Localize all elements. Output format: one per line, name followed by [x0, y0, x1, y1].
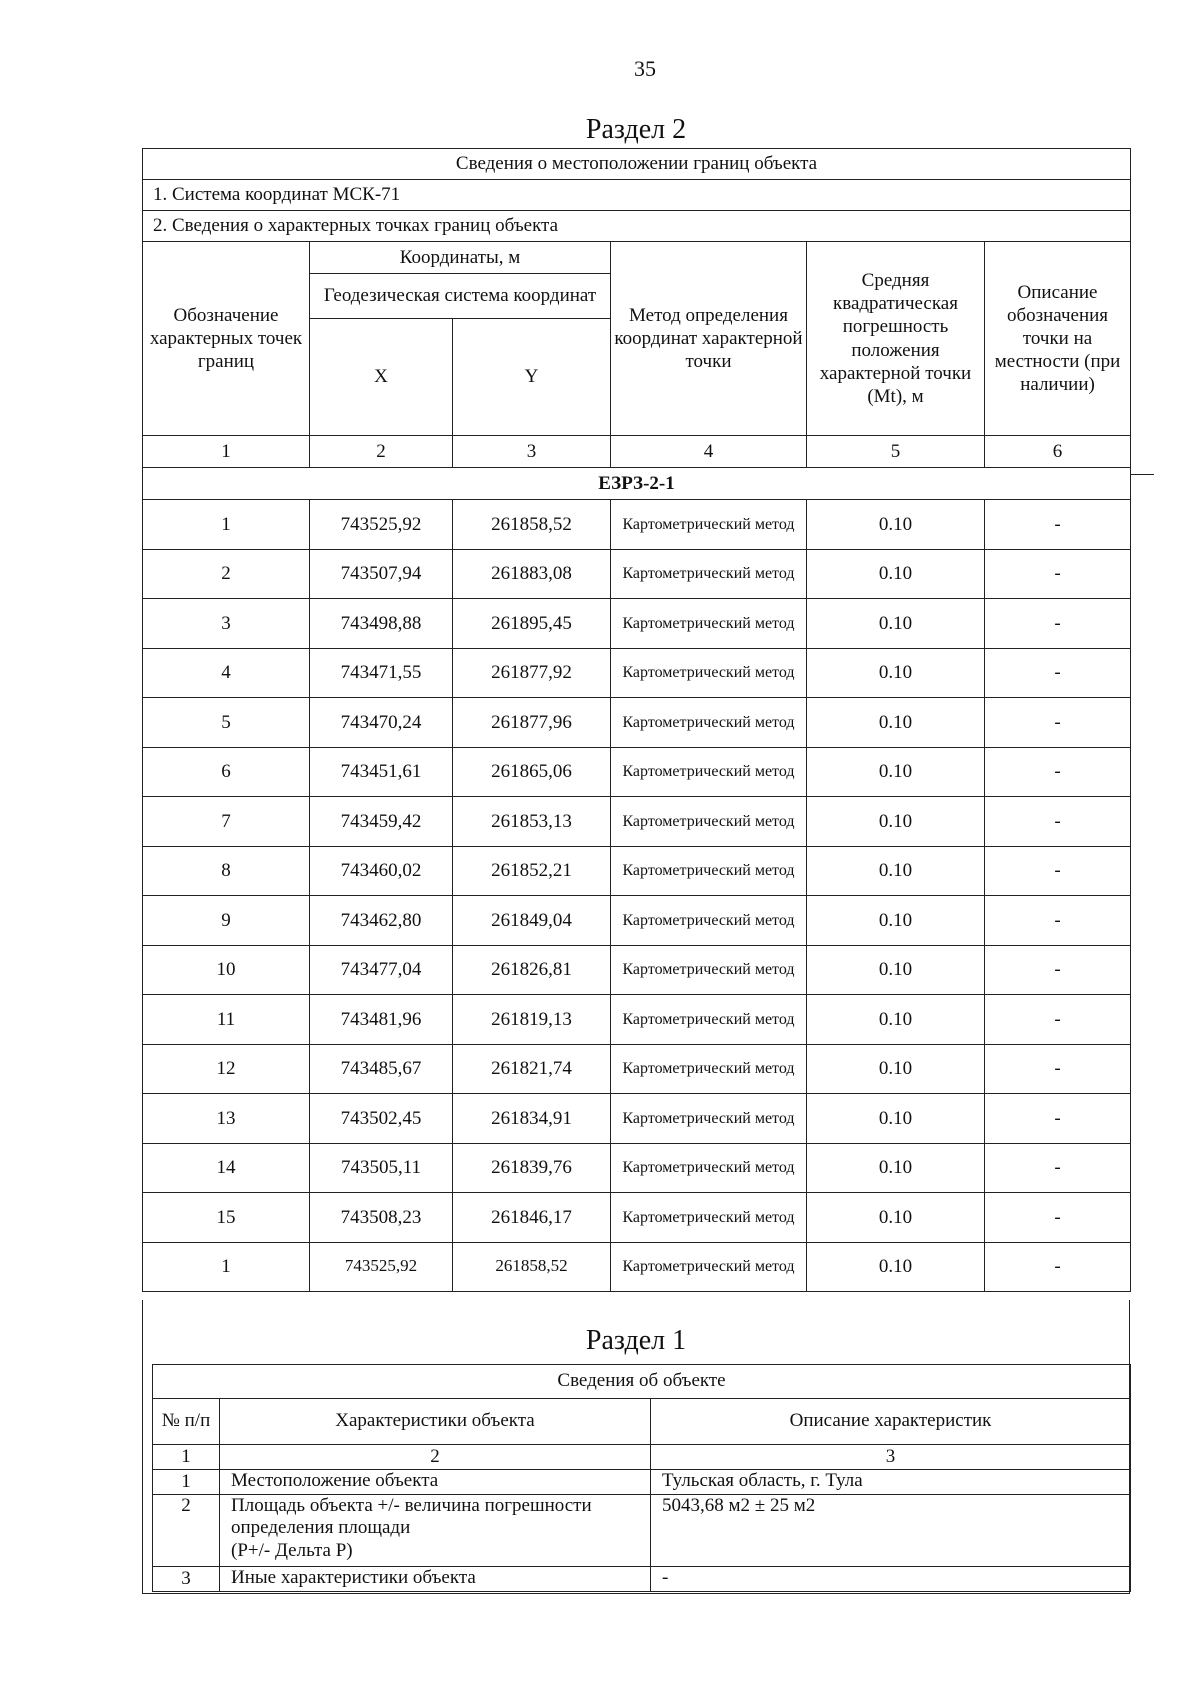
coord-x: 743459,42	[310, 797, 453, 847]
table-row	[143, 1242, 1131, 1292]
method: Картометрический метод	[611, 1094, 807, 1144]
coordinate-system: 1. Система координат МСК-71	[143, 180, 1131, 211]
point-description: -	[985, 1193, 1131, 1243]
table-row	[143, 698, 1131, 748]
method: Картометрический метод	[611, 500, 807, 550]
method: Картометрический метод	[611, 698, 807, 748]
points-body	[143, 500, 1131, 1292]
mean-error: 0.10	[807, 599, 985, 649]
table-row	[143, 1193, 1131, 1243]
characteristic-value: Тульская область, г. Тула	[651, 1470, 1131, 1495]
section-2-title: Раздел 2	[585, 114, 687, 145]
points-header: 2. Сведения о характерных точках границ объекта	[143, 211, 1131, 242]
table-row	[143, 846, 1131, 896]
mean-error: 0.10	[807, 747, 985, 797]
name-line: определения площади	[231, 1517, 411, 1539]
row-number: 2	[153, 1495, 220, 1567]
mean-error: 0.10	[807, 846, 985, 896]
point-description: -	[985, 1242, 1131, 1292]
method: Картометрический метод	[611, 747, 807, 797]
mean-error: 0.10	[807, 1044, 985, 1094]
column-number: 2	[310, 436, 453, 468]
point-number: 2	[143, 549, 310, 599]
col-method-header: Метод определения координат характерной точки	[611, 242, 807, 436]
coord-x: 743505,11	[310, 1143, 453, 1193]
table-header: Сведения о местоположении границ объекта	[143, 149, 1131, 180]
column-number: 1	[153, 1445, 220, 1470]
coord-y: 261877,96	[453, 698, 611, 748]
column-number: 6	[985, 436, 1131, 468]
point-number: 4	[143, 648, 310, 698]
row-number: 3	[153, 1567, 220, 1592]
point-number: 11	[143, 995, 310, 1045]
table-row	[143, 599, 1131, 649]
coord-x: 743471,55	[310, 648, 453, 698]
mean-error: 0.10	[807, 896, 985, 946]
characteristic-value: 5043,68 м2 ± 25 м2	[651, 1495, 1131, 1567]
name-line: Площадь объекта +/- величина погрешности	[231, 1495, 592, 1516]
coord-x: 743477,04	[310, 945, 453, 995]
point-description: -	[985, 500, 1131, 550]
point-number: 14	[143, 1143, 310, 1193]
coord-x: 743502,45	[310, 1094, 453, 1144]
point-description: -	[985, 1044, 1131, 1094]
col-description-header: Описание обозначения точки на местности (при наличии)	[985, 242, 1131, 436]
table-row	[143, 549, 1131, 599]
coord-y: 261877,92	[453, 648, 611, 698]
point-number: 12	[143, 1044, 310, 1094]
coord-y: 261834,91	[453, 1094, 611, 1144]
table-row	[143, 896, 1131, 946]
point-number: 1	[143, 500, 310, 550]
method: Картометрический метод	[611, 648, 807, 698]
point-description: -	[985, 549, 1131, 599]
coord-y: 261865,06	[453, 747, 611, 797]
coord-y: 261846,17	[453, 1193, 611, 1243]
method: Картометрический метод	[611, 1193, 807, 1243]
point-description: -	[985, 995, 1131, 1045]
col-characteristics-header: Характеристики объекта	[220, 1399, 651, 1445]
coord-y: 261819,13	[453, 995, 611, 1045]
page-number: 35	[634, 56, 656, 81]
mean-error: 0.10	[807, 945, 985, 995]
name-line: (Р+/- Дельта Р)	[231, 1539, 353, 1561]
method: Картометрический метод	[611, 1044, 807, 1094]
coord-y: 261849,04	[453, 896, 611, 946]
coord-y: 261821,74	[453, 1044, 611, 1094]
point-description: -	[985, 1094, 1131, 1144]
coord-y: 261883,08	[453, 549, 611, 599]
coord-y: 261852,21	[453, 846, 611, 896]
mean-error: 0.10	[807, 797, 985, 847]
characteristic-name: Иные характеристики объекта	[220, 1567, 651, 1592]
column-number: 5	[807, 436, 985, 468]
method: Картометрический метод	[611, 1242, 807, 1292]
mean-error: 0.10	[807, 500, 985, 550]
col-designation-header: Обозначение характерных точек границ	[143, 242, 310, 436]
point-number: 10	[143, 945, 310, 995]
point-description: -	[985, 747, 1131, 797]
point-number: 15	[143, 1193, 310, 1243]
point-number: 1	[143, 1242, 310, 1292]
section-1-title: Раздел 1	[585, 1325, 687, 1356]
mean-error: 0.10	[807, 995, 985, 1045]
table-row	[143, 1044, 1131, 1094]
method: Картометрический метод	[611, 846, 807, 896]
table-row	[143, 747, 1131, 797]
column-number: 2	[220, 1445, 651, 1470]
point-description: -	[985, 846, 1131, 896]
table-row	[143, 648, 1131, 698]
col-error-header: Средняя квадратическая погрешность положения характерной точки (Mt), м	[807, 242, 985, 436]
coord-x: 743525,92	[310, 500, 453, 550]
mean-error: 0.10	[807, 698, 985, 748]
coord-x: 743462,80	[310, 896, 453, 946]
table-row	[143, 995, 1131, 1045]
column-number: 4	[611, 436, 807, 468]
table-row	[143, 500, 1131, 550]
coord-x: 743470,24	[310, 698, 453, 748]
method: Картометрический метод	[611, 797, 807, 847]
point-number: 8	[143, 846, 310, 896]
table-row	[143, 1143, 1131, 1193]
coord-x: 743451,61	[310, 747, 453, 797]
method: Картометрический метод	[611, 896, 807, 946]
col-x-header: X	[310, 319, 453, 436]
table-row	[143, 945, 1131, 995]
zone-label: ЕЗРЗ-2-1	[143, 468, 1131, 500]
mean-error: 0.10	[807, 1143, 985, 1193]
col-geodetic-header: Геодезическая система координат	[310, 274, 611, 319]
point-number: 7	[143, 797, 310, 847]
coord-y: 261839,76	[453, 1143, 611, 1193]
coord-x: 743481,96	[310, 995, 453, 1045]
coord-y: 261853,13	[453, 797, 611, 847]
point-description: -	[985, 1143, 1131, 1193]
mean-error: 0.10	[807, 1242, 985, 1292]
point-description: -	[985, 945, 1131, 995]
coord-x: 743508,23	[310, 1193, 453, 1243]
mean-error: 0.10	[807, 1094, 985, 1144]
characteristic-value: -	[651, 1567, 1131, 1592]
col-coordinates-header: Координаты, м	[310, 242, 611, 274]
point-number: 3	[143, 599, 310, 649]
coord-x: 743498,88	[310, 599, 453, 649]
method: Картометрический метод	[611, 945, 807, 995]
characteristic-name: Местоположение объекта	[220, 1470, 651, 1495]
coord-x: 743485,67	[310, 1044, 453, 1094]
mean-error: 0.10	[807, 549, 985, 599]
point-number: 5	[143, 698, 310, 748]
coord-y: 261858,52	[453, 500, 611, 550]
coord-x: 743525,92	[310, 1242, 453, 1292]
point-description: -	[985, 599, 1131, 649]
point-description: -	[985, 648, 1131, 698]
mean-error: 0.10	[807, 1193, 985, 1243]
coord-x: 743507,94	[310, 549, 453, 599]
table-row	[143, 1094, 1131, 1144]
coord-y: 261826,81	[453, 945, 611, 995]
point-description: -	[985, 698, 1131, 748]
col-y-header: Y	[453, 319, 611, 436]
object-table-header: Сведения об объекте	[153, 1365, 1131, 1399]
column-number: 3	[651, 1445, 1131, 1470]
characteristic-name	[220, 1495, 651, 1567]
method: Картометрический метод	[611, 1143, 807, 1193]
coord-y: 261895,45	[453, 599, 611, 649]
point-description: -	[985, 896, 1131, 946]
col-num-header: № п/п	[153, 1399, 220, 1445]
object-info-table	[152, 1364, 1131, 1592]
method: Картометрический метод	[611, 995, 807, 1045]
boundary-points-table	[142, 148, 1131, 1292]
point-number: 9	[143, 896, 310, 946]
coord-y: 261858,52	[453, 1242, 611, 1292]
point-number: 13	[143, 1094, 310, 1144]
method: Картометрический метод	[611, 549, 807, 599]
divider-line	[1130, 474, 1154, 475]
coord-x: 743460,02	[310, 846, 453, 896]
point-number: 6	[143, 747, 310, 797]
point-description: -	[985, 797, 1131, 847]
mean-error: 0.10	[807, 648, 985, 698]
column-number: 1	[143, 436, 310, 468]
col-values-header: Описание характеристик	[651, 1399, 1131, 1445]
row-number: 1	[153, 1470, 220, 1495]
method: Картометрический метод	[611, 599, 807, 649]
column-number: 3	[453, 436, 611, 468]
table-row	[143, 797, 1131, 847]
